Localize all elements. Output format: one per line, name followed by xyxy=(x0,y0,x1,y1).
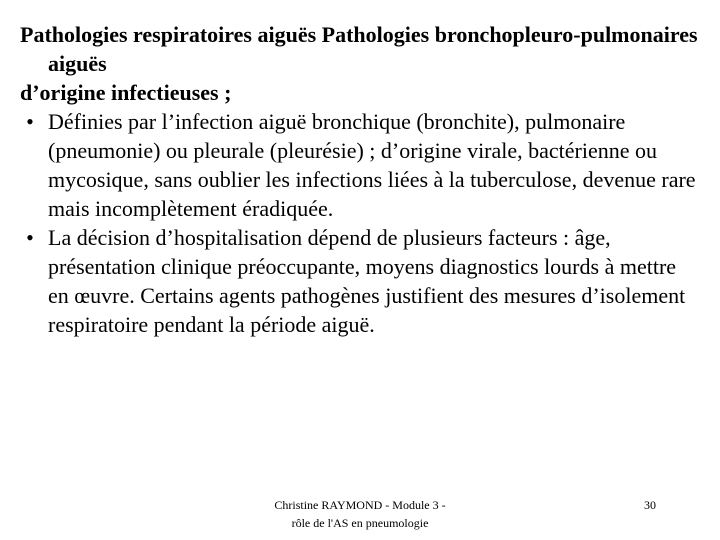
page-number: 30 xyxy=(644,498,656,512)
bullet-item-infection-definition xyxy=(20,107,700,223)
slide-body xyxy=(20,20,700,339)
bullet-item-hospitalisation-decision xyxy=(20,223,700,339)
bullet-icon: • xyxy=(26,225,34,250)
bullet-text: La décision d’hospitalisation dépend de plusieurs facteurs : âge, présentation clinique préoccupante, moyens diagnostics lourds à mettre en œuvre. Certains agents pathogènes justifient des mesures d’isolement respiratoire pendant la période aiguë. xyxy=(48,225,686,337)
bullet-icon: • xyxy=(26,109,34,134)
bullet-text: Définies par l’infection aiguë bronchique (bronchite), pulmonaire (pneumonie) ou pleurale (pleurésie) ; d’origine virale, bactérienne ou mycosique, sans oublier les infections liées à la tuberculose, devenue rare mais incomplètement éradiquée. xyxy=(48,109,696,221)
footer-author-line-1: Christine RAYMOND - Module 3 - xyxy=(274,498,446,512)
slide-heading-line-2: d’origine infectieuses ; xyxy=(20,80,232,105)
footer-author xyxy=(240,496,480,532)
footer-author-line-2: rôle de l'AS en pneumologie xyxy=(291,516,429,530)
slide-heading-line-1: Pathologies respiratoires aiguës Pathologies bronchopleuro-pulmonaires aiguës xyxy=(20,22,698,76)
